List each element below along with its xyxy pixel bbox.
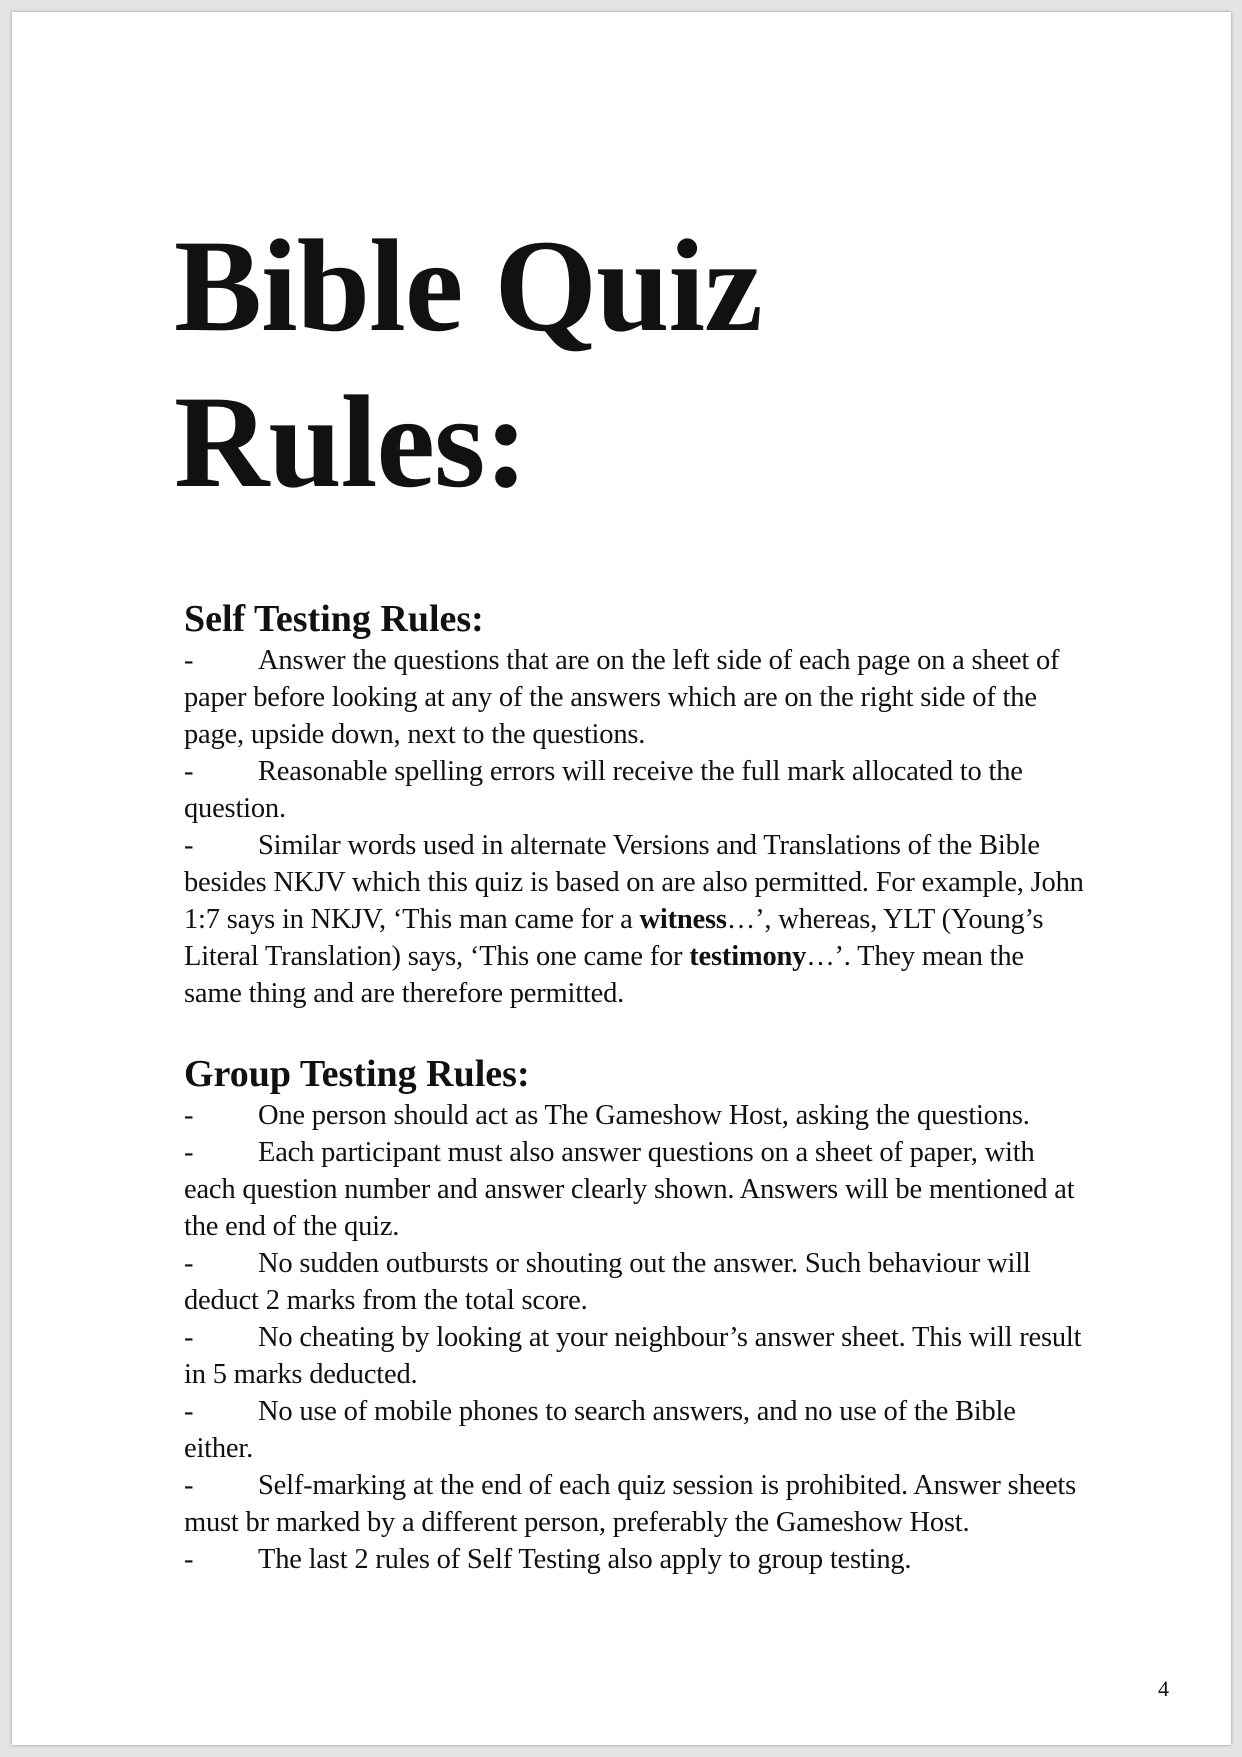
- self-rule-3-text-b: …’, whereas, YLT (Young’s Literal Translation) says, ‘This one came for: [184, 904, 1044, 972]
- bullet-dash: -: [184, 1248, 194, 1279]
- group-rule-7: [184, 1541, 1084, 1578]
- self-rule-2-text: Reasonable spelling errors will receive the full mark allocated to the question.: [184, 756, 1023, 824]
- group-rule-1: [184, 1097, 1084, 1134]
- self-rule-1-text: Answer the questions that are on the left side of each page on a sheet of paper before looking at any of the answers which are on the right side of the page, upside down, next to the questions.: [184, 645, 1060, 750]
- bullet-dash: -: [184, 756, 194, 787]
- bullet-dash: -: [184, 1470, 194, 1501]
- group-rule-7-text: The last 2 rules of Self Testing also apply to group testing.: [258, 1544, 912, 1575]
- self-rule-1: [184, 642, 1084, 753]
- group-rule-5-text: No use of mobile phones to search answers, and no use of the Bible either.: [184, 1396, 1016, 1464]
- bullet-dash: -: [184, 645, 194, 676]
- page-title: [174, 208, 762, 520]
- group-testing-heading: Group Testing Rules:: [184, 1053, 530, 1095]
- page-number: 4: [1158, 1676, 1169, 1701]
- group-rule-6-text: Self-marking at the end of each quiz session is prohibited. Answer sheets must br marked by a different person, preferably the Gameshow Host.: [184, 1470, 1077, 1538]
- group-rule-6: [184, 1467, 1084, 1541]
- bullet-dash: -: [184, 1396, 194, 1427]
- bullet-dash: -: [184, 830, 194, 861]
- self-rule-3: [184, 827, 1084, 1012]
- self-testing-section: [184, 596, 1084, 1012]
- group-testing-section: [184, 1051, 1084, 1578]
- group-rule-4: [184, 1319, 1084, 1393]
- bold-word-witness: witness: [639, 904, 727, 935]
- bold-word-testimony: testimony: [689, 941, 807, 972]
- bullet-dash: -: [184, 1100, 194, 1131]
- self-rule-3-text-c: …’. They mean the same thing and are therefore permitted.: [184, 941, 1024, 1009]
- title-line-1: Bible Quiz: [174, 212, 762, 359]
- group-rule-5: [184, 1393, 1084, 1467]
- bullet-dash: -: [184, 1322, 194, 1353]
- self-rule-3-text-a: Similar words used in alternate Versions and Translations of the Bible besides NKJV which this quiz is based on are also permitted. For example, John 1:7 says in NKJV, ‘This man came for a: [184, 830, 1084, 935]
- group-rule-3: [184, 1245, 1084, 1319]
- group-rule-2: [184, 1134, 1084, 1245]
- self-testing-heading: Self Testing Rules:: [184, 598, 484, 640]
- self-rule-2: [184, 753, 1084, 827]
- bullet-dash: -: [184, 1137, 194, 1168]
- document-page: [12, 12, 1231, 1745]
- title-line-2: Rules:: [174, 368, 528, 515]
- bullet-dash: -: [184, 1544, 194, 1575]
- group-rule-3-text: No sudden outbursts or shouting out the answer. Such behaviour will deduct 2 marks from the total score.: [184, 1248, 1031, 1316]
- group-rule-2-text: Each participant must also answer questions on a sheet of paper, with each question number and answer clearly shown. Answers will be mentioned at the end of the quiz.: [184, 1137, 1075, 1242]
- group-rule-4-text: No cheating by looking at your neighbour’s answer sheet. This will result in 5 marks deducted.: [184, 1322, 1082, 1390]
- group-rule-1-text: One person should act as The Gameshow Host, asking the questions.: [258, 1100, 1030, 1131]
